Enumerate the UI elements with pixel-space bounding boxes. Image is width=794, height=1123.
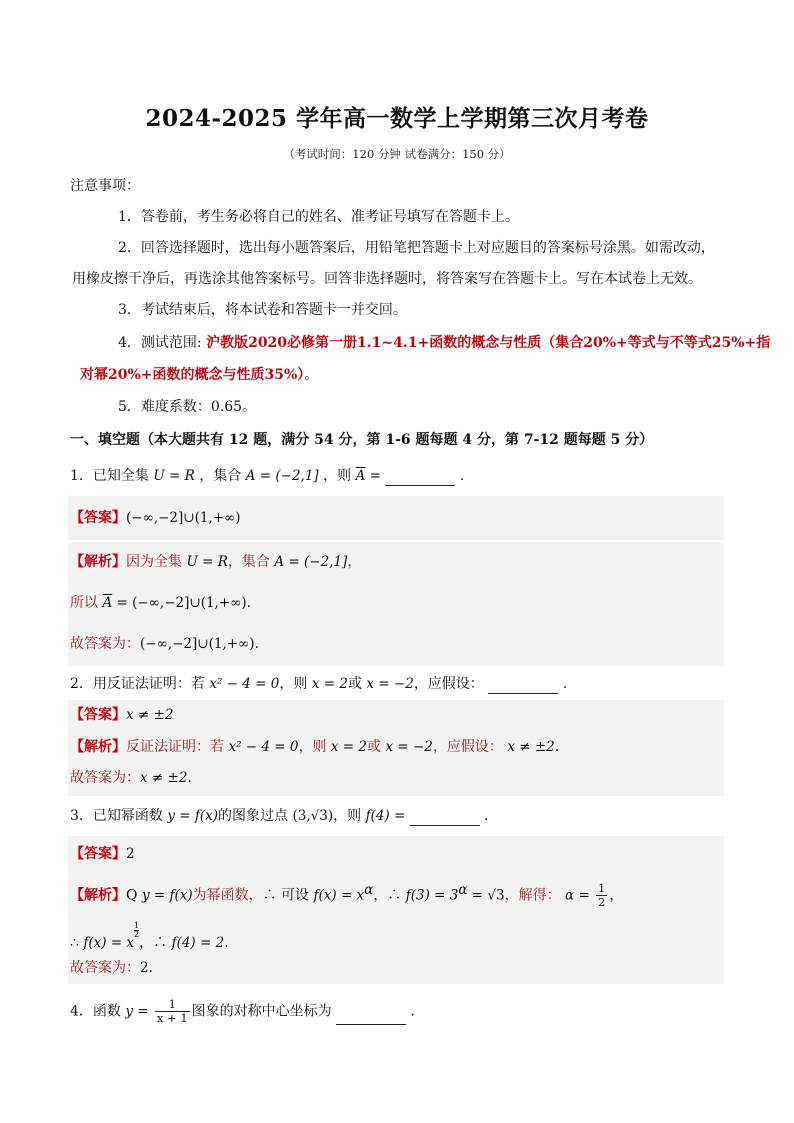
q3-analysis (70, 880, 623, 909)
q1-analysis (70, 552, 361, 572)
q2-x2: x = −2 (366, 676, 414, 692)
analysis-tag: 【解析】 (70, 887, 126, 904)
q2-x1: x = 2 (311, 676, 348, 692)
q3-analysis-text: ，∴ (373, 887, 402, 904)
q3-answer (70, 844, 135, 864)
question-2 (70, 674, 567, 694)
q3-point: (3,√3) (292, 808, 334, 824)
q2-assumption: x ≠ ±2 (507, 739, 555, 755)
note-3: 3．考试结束后，将本试卷和答题卡一并交回。 (118, 302, 407, 318)
note-4-suffix: 。 (304, 367, 319, 383)
q1-analysis-text: ， (347, 554, 362, 570)
q2-final-value: x ≠ ±2 (140, 770, 188, 786)
q2-end: . (187, 770, 192, 786)
q3-end: . (148, 960, 154, 976)
note-5: 5．难度系数：0.65。 (118, 399, 257, 415)
q3-alpha: α (458, 882, 468, 898)
q2-equation: x² − 4 = 0 (209, 676, 280, 692)
q3-end: . (479, 808, 489, 824)
final-prefix: 故答案为： (70, 636, 140, 652)
q1-complement-value: = (−∞,−2]∪(1,+∞) (112, 595, 247, 611)
q3-alpha-eq: α = (565, 887, 595, 904)
fraction-denominator: x + 1 (156, 1011, 188, 1025)
note-4-scope-cont: 对幂20%+函数的概念与性质35%） (80, 367, 305, 383)
q1-analysis-text: ，集合 (227, 554, 270, 570)
analysis-tag: 【解析】 (70, 739, 126, 755)
q3-text: ，则 (333, 808, 362, 824)
q4-text: 4．函数 (70, 1003, 121, 1020)
q1-analysis-set: A = (−2,1] (274, 554, 348, 570)
q3-analysis-text: ，∴ (139, 935, 168, 951)
q1-analysis-text: 因为全集 (126, 554, 182, 570)
q1-end: . (455, 468, 465, 484)
answer-tag: 【答案】 (70, 510, 126, 526)
q2-text: ，应假设： (413, 676, 484, 692)
q3-text: 3．已知幂函数 (70, 808, 163, 824)
q1-final-value: (−∞,−2]∪(1,+∞) (140, 636, 255, 652)
fraction-numerator: 1 (598, 881, 606, 896)
fraction-numerator: 1 (134, 921, 140, 930)
q3-f4: f(4) = (365, 808, 410, 824)
answer-blank[interactable] (410, 811, 480, 826)
note-4b (80, 365, 318, 385)
q2-x1: x = 2 (330, 739, 368, 755)
q3-answer-value: 2 (126, 846, 135, 862)
page-title: 2024-2025 学年高一数学上学期第三次月考卷 (145, 105, 649, 132)
q3-analysis-text: ， (609, 887, 624, 904)
q3-because: Q (126, 887, 138, 904)
q3-function: y = f(x) (141, 887, 193, 904)
q2-answer (70, 705, 173, 725)
q2-end: . (558, 676, 568, 692)
final-prefix: 故答案为： (70, 960, 140, 976)
q3-alpha-fraction (596, 882, 607, 909)
section-heading: 一、填空题（本大题共有 12 题，满分 54 分，第 1-6 题每题 4 分，第 7-12 题每题 5 分） (70, 432, 654, 448)
q1-text: ，集合 (199, 468, 242, 484)
note-2b: 用橡皮擦干净后，再选涂其他答案标号。回答非选择题时，将答案写在答题卡上。写在本试卷上无效。 (72, 271, 702, 287)
answer-blank[interactable] (385, 471, 455, 486)
q1-answer-value: (−∞,−2]∪(1,+∞) (126, 510, 241, 526)
q3-analysis-text: ，解得： (504, 887, 561, 904)
q3-analysis-text: ∴ 可设 (262, 887, 310, 904)
q1-text: 1．已知全集 (70, 468, 149, 484)
q2-analysis-text: ，应假设： (432, 739, 503, 755)
q1-final (70, 634, 259, 654)
fraction-denominator: 2 (598, 895, 606, 910)
exam-info: （考试时间：120 分钟 试卷满分：150 分） (283, 147, 511, 161)
q1-equals: = (365, 468, 386, 484)
q1-analysis-text: 所以 (70, 595, 98, 611)
q3-f3-value: = √3 (467, 887, 505, 904)
q1-answer (70, 508, 241, 528)
q1-complement: $\overline{A}$ (355, 468, 366, 484)
q1-analysis-u: U = R (186, 554, 228, 570)
q2-analysis-text: 反证法证明：若 (126, 739, 224, 755)
q2-analysis-text: ，则 (298, 739, 327, 755)
question-4 (70, 998, 415, 1025)
fraction-numerator: 1 (155, 998, 190, 1012)
q3-end: . (224, 935, 229, 951)
q2-final (70, 768, 192, 788)
q3-final-value: 2 (140, 960, 149, 976)
q2-end: . (554, 739, 560, 755)
q3-f4-value: f(4) = 2 (171, 935, 225, 951)
question-3 (70, 806, 488, 826)
q2-analysis-text: 或 (367, 739, 382, 755)
notes-heading: 注意事项： (70, 178, 140, 194)
q1-text: ，则 (323, 468, 352, 484)
fraction-denominator: 2 (134, 930, 140, 939)
q3-analysis-line2 (70, 922, 229, 953)
answer-blank[interactable] (336, 1010, 406, 1025)
q1-analysis-line2 (70, 593, 251, 613)
question-1 (70, 466, 464, 486)
q2-text: 2．用反证法证明：若 (70, 676, 205, 692)
q4-end: . (406, 1003, 416, 1020)
q3-therefore: ∴ (70, 935, 79, 951)
q3-analysis-text: 为幂函数， (192, 887, 263, 904)
q2-text: ，则 (279, 676, 308, 692)
q1-complement: $\overline{A}$ (102, 595, 113, 611)
q4-text: 图象的对称中心坐标为 (191, 1003, 332, 1020)
q3-f3: f(3) = 3 (405, 887, 459, 904)
q1-set-a: A = (−2,1] (245, 468, 319, 484)
answer-tag: 【答案】 (70, 846, 126, 862)
note-4a (118, 333, 770, 353)
q2-text: 或 (347, 676, 362, 692)
q3-fx: f(x) = x (83, 935, 135, 951)
note-4-prefix: 4．测试范围: (118, 335, 207, 351)
q1-end: . (246, 595, 252, 611)
q2-equation: x² − 4 = 0 (228, 739, 299, 755)
q4-y: y = (125, 1003, 153, 1020)
q1-universal-set: U = R (153, 468, 195, 484)
note-2a: 2．回答选择题时，选出每小题答案后，用铅笔把答题卡上对应题目的答案标号涂黑。如需改动， (118, 240, 715, 256)
q3-power-form: f(x) = x (313, 887, 365, 904)
q1-end: . (254, 636, 260, 652)
q4-fraction (155, 998, 190, 1025)
answer-box (68, 836, 724, 984)
q3-function: y = f(x) (167, 808, 219, 824)
final-prefix: 故答案为： (70, 770, 140, 786)
answer-tag: 【答案】 (70, 707, 126, 723)
analysis-tag: 【解析】 (70, 554, 126, 570)
note-4-scope: 沪教版2020必修第一册1.1~4.1+函数的概念与性质（集合20%+等式与不等式25%+指 (206, 335, 771, 351)
q3-text: 的图象过点 (218, 808, 289, 824)
q2-analysis (70, 737, 559, 757)
answer-blank[interactable] (488, 679, 558, 694)
q3-final (70, 958, 153, 978)
q2-x2: x = −2 (385, 739, 433, 755)
q3-alpha: α (364, 882, 374, 898)
note-1: 1．答卷前，考生务必将自己的姓名、准考证号填写在答题卡上。 (118, 209, 519, 225)
q2-answer-value: x ≠ ±2 (126, 707, 174, 723)
